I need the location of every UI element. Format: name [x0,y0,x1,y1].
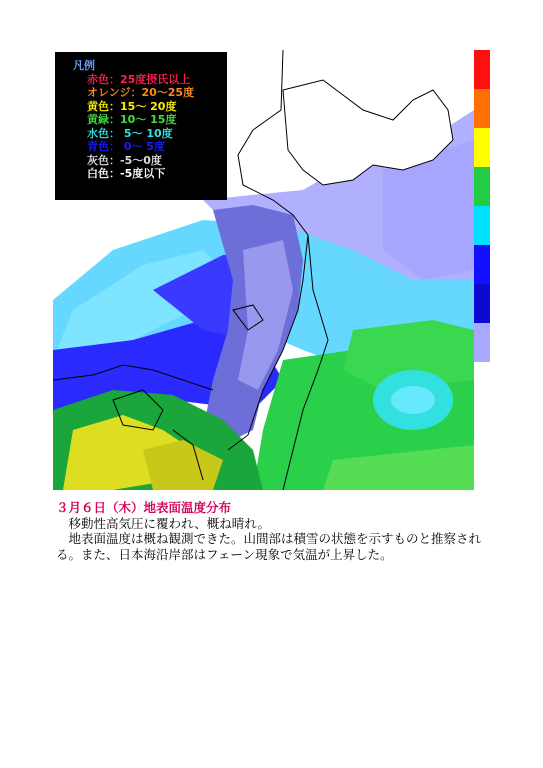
color-scale-bar [474,50,490,362]
caption-line-1: 移動性高気圧に覆われ、概ね晴れ。 [68,515,271,531]
legend-item-blue: 青色： 0～ 5度 [87,140,165,153]
colorbar-segment [474,50,490,89]
legend-item-grey: 灰色：-5～0度 [87,153,162,167]
colorbar-segment [474,167,490,206]
legend-item-lightblue: 水色： 5～ 10度 [87,126,173,140]
caption-heading: ３月６日（木）地表面温度分布 [56,500,232,515]
legend [55,52,227,200]
colorbar-segment [474,323,490,362]
caption-line-2: 地表面温度は概ね観測できた。山間部は積雪の状態を示すものと推察される。また、日本海沿岸部はフェーン現象で気温が上昇した。 [56,531,482,562]
legend-item-red: 赤色：25度摂氏以上 [87,72,191,86]
colorbar-segment [474,284,490,323]
colorbar-segment [474,89,490,128]
legend-title: 凡例 [73,59,95,72]
legend-item-orange: オレンジ：20～25度 [87,86,195,99]
caption [56,500,496,562]
colorbar-segment [474,245,490,284]
legend-item-white: 白色：-5度以下 [87,167,166,180]
colorbar-segment [474,128,490,167]
legend-item-yellowgreen: 黄緑：10～ 15度 [87,113,177,126]
colorbar-segment [474,206,490,245]
legend-item-yellow: 黄色：15～ 20度 [87,99,177,113]
